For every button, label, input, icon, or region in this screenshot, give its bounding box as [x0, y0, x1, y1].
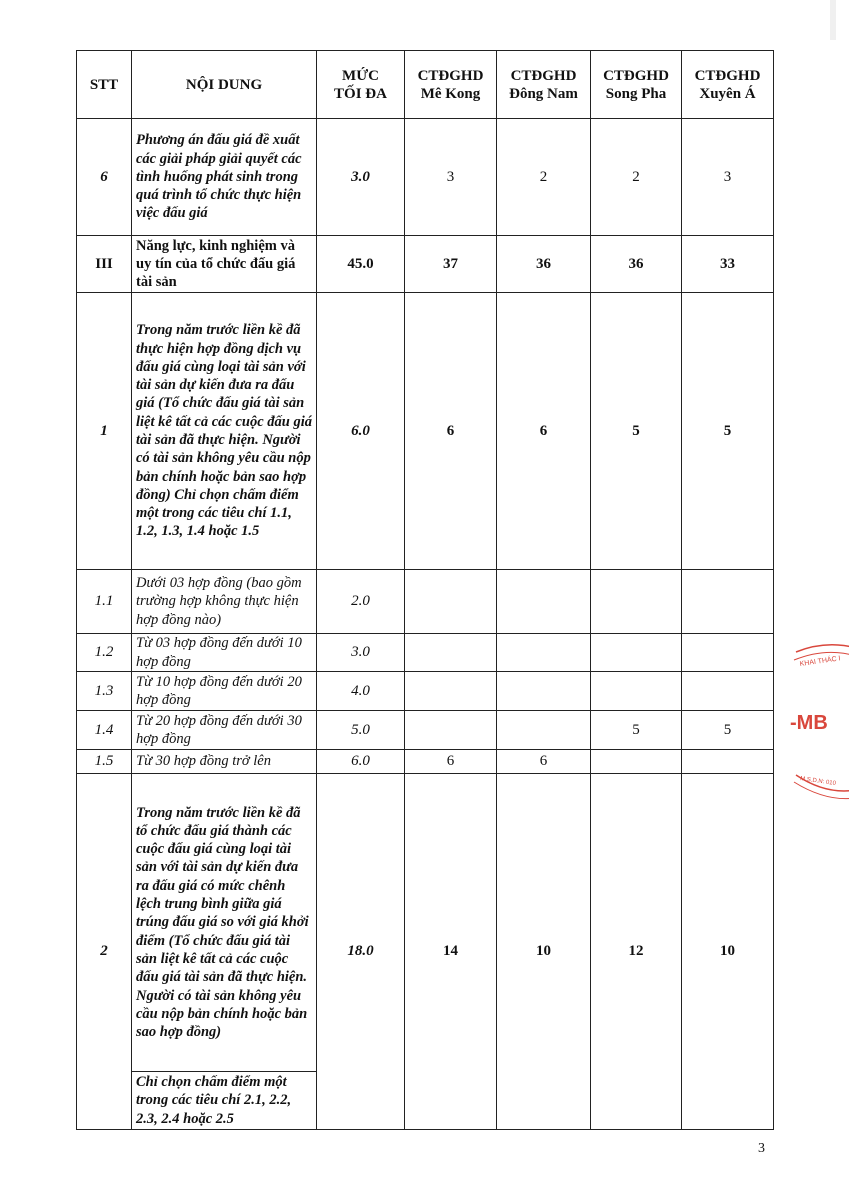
row-stt: 1.1: [77, 570, 132, 634]
score-dongnam: [497, 634, 591, 672]
header-content: NỘI DUNG: [132, 51, 317, 119]
row-max-score: 45.0: [317, 236, 405, 293]
row-stt: 1.2: [77, 634, 132, 672]
table-row: [77, 119, 774, 236]
score-songpha: 12: [591, 774, 682, 1130]
table-row: [77, 634, 774, 672]
row-stt: III: [77, 236, 132, 293]
header-stt: STT: [77, 51, 132, 119]
score-songpha: [591, 634, 682, 672]
row-stt: 1: [77, 293, 132, 570]
score-songpha: [591, 672, 682, 711]
evaluation-table: [76, 50, 774, 1130]
header-company-songpha: CTĐGHD Song Pha: [591, 51, 682, 119]
header-company-mekong: CTĐGHD Mê Kong: [405, 51, 497, 119]
score-mekong: [405, 634, 497, 672]
score-mekong: 6: [405, 293, 497, 570]
score-xuyena: 33: [682, 236, 774, 293]
svg-text:M.S.D.N: 010: M.S.D.N: 010: [799, 776, 837, 787]
table-row: [77, 570, 774, 634]
score-mekong: [405, 711, 497, 750]
score-songpha: [591, 750, 682, 774]
table-row: [77, 774, 774, 1072]
svg-text:KHAI THÁC I: KHAI THÁC I: [799, 655, 841, 668]
row-max-score: 6.0: [317, 750, 405, 774]
score-xuyena: [682, 570, 774, 634]
row-stt: 1.4: [77, 711, 132, 750]
table-row: [77, 236, 774, 293]
score-xuyena: [682, 750, 774, 774]
score-dongnam: 6: [497, 293, 591, 570]
row-max-score: 2.0: [317, 570, 405, 634]
table-row: [77, 293, 774, 570]
row-stt: 1.3: [77, 672, 132, 711]
header-max-score: MỨC TỐI ĐA: [317, 51, 405, 119]
score-xuyena: [682, 634, 774, 672]
score-dongnam: [497, 570, 591, 634]
score-songpha: 5: [591, 711, 682, 750]
score-songpha: 5: [591, 293, 682, 570]
row-max-score: 6.0: [317, 293, 405, 570]
row-content: Từ 30 hợp đồng trở lên: [132, 750, 317, 774]
row-content: Từ 10 hợp đồng đến dưới 20 hợp đồng: [132, 672, 317, 711]
table-row: [77, 711, 774, 750]
score-xuyena: 5: [682, 293, 774, 570]
scan-edge-mark: [830, 0, 836, 40]
row-content: Từ 03 hợp đồng đến dưới 10 hợp đồng: [132, 634, 317, 672]
row-stt: 2: [77, 774, 132, 1130]
score-xuyena: 10: [682, 774, 774, 1130]
table-row: [77, 672, 774, 711]
score-xuyena: 3: [682, 119, 774, 236]
row-max-score: 4.0: [317, 672, 405, 711]
header-company-dongnam: CTĐGHD Đông Nam: [497, 51, 591, 119]
row-max-score: 18.0: [317, 774, 405, 1130]
score-dongnam: 10: [497, 774, 591, 1130]
company-seal-stamp: [786, 630, 849, 810]
row-content: Trong năm trước liền kề đã thực hiện hợp đồng dịch vụ đấu giá cùng loại tài sản với tài sản dự kiến đưa ra đấu giá (Tổ chức đấu giá tài sản liệt kê tất cả các cuộc đấu giá tài sản đã thực hiện. Người có tài sản không yêu cầu nộp bản chính hoặc bản sao hợp đồng) Chỉ chọn chấm điểm một trong các tiêu chí 1.1, 1.2, 1.3, 1.4 hoặc 1.5: [132, 293, 317, 570]
score-dongnam: [497, 672, 591, 711]
score-mekong: 3: [405, 119, 497, 236]
row-max-score: 3.0: [317, 634, 405, 672]
score-songpha: 2: [591, 119, 682, 236]
score-mekong: 14: [405, 774, 497, 1130]
score-xuyena: [682, 672, 774, 711]
header-company-xuyena: CTĐGHD Xuyên Á: [682, 51, 774, 119]
score-mekong: [405, 570, 497, 634]
score-dongnam: 6: [497, 750, 591, 774]
row-content: Phương án đấu giá đề xuất các giải pháp giải quyết các tình huống phát sinh trong quá trình tổ chức thực hiện việc đấu giá: [132, 119, 317, 236]
score-songpha: [591, 570, 682, 634]
score-songpha: 36: [591, 236, 682, 293]
table-row: [77, 750, 774, 774]
score-mekong: 37: [405, 236, 497, 293]
row-content: Năng lực, kinh nghiệm và uy tín của tổ chức đấu giá tài sản: [132, 236, 317, 293]
row-content: Từ 20 hợp đồng đến dưới 30 hợp đồng: [132, 711, 317, 750]
row-content-note: Chỉ chọn chấm điểm một trong các tiêu chí 2.1, 2.2, 2.3, 2.4 hoặc 2.5: [132, 1072, 317, 1130]
score-dongnam: [497, 711, 591, 750]
row-max-score: 5.0: [317, 711, 405, 750]
score-mekong: 6: [405, 750, 497, 774]
score-xuyena: 5: [682, 711, 774, 750]
score-dongnam: 36: [497, 236, 591, 293]
row-stt: 1.5: [77, 750, 132, 774]
row-max-score: 3.0: [317, 119, 405, 236]
score-dongnam: 2: [497, 119, 591, 236]
svg-text:-MB: -MB: [790, 712, 828, 734]
page-number: 3: [758, 1141, 765, 1156]
row-stt: 6: [77, 119, 132, 236]
row-content: Trong năm trước liền kề đã tổ chức đấu giá thành các cuộc đấu giá cùng loại tài sản với tài sản dự kiến đưa ra đấu giá có mức chênh lệch trung bình giữa giá trúng đấu giá so với giá khởi điểm (Tổ chức đấu giá tài sản liệt kê tất cả các cuộc đấu giá tài sản đã thực hiện. Người có tài sản không yêu cầu nộp bản chính hoặc bản sao hợp đồng): [132, 774, 317, 1072]
score-mekong: [405, 672, 497, 711]
row-content: Dưới 03 hợp đồng (bao gồm trường hợp không thực hiện hợp đồng nào): [132, 570, 317, 634]
